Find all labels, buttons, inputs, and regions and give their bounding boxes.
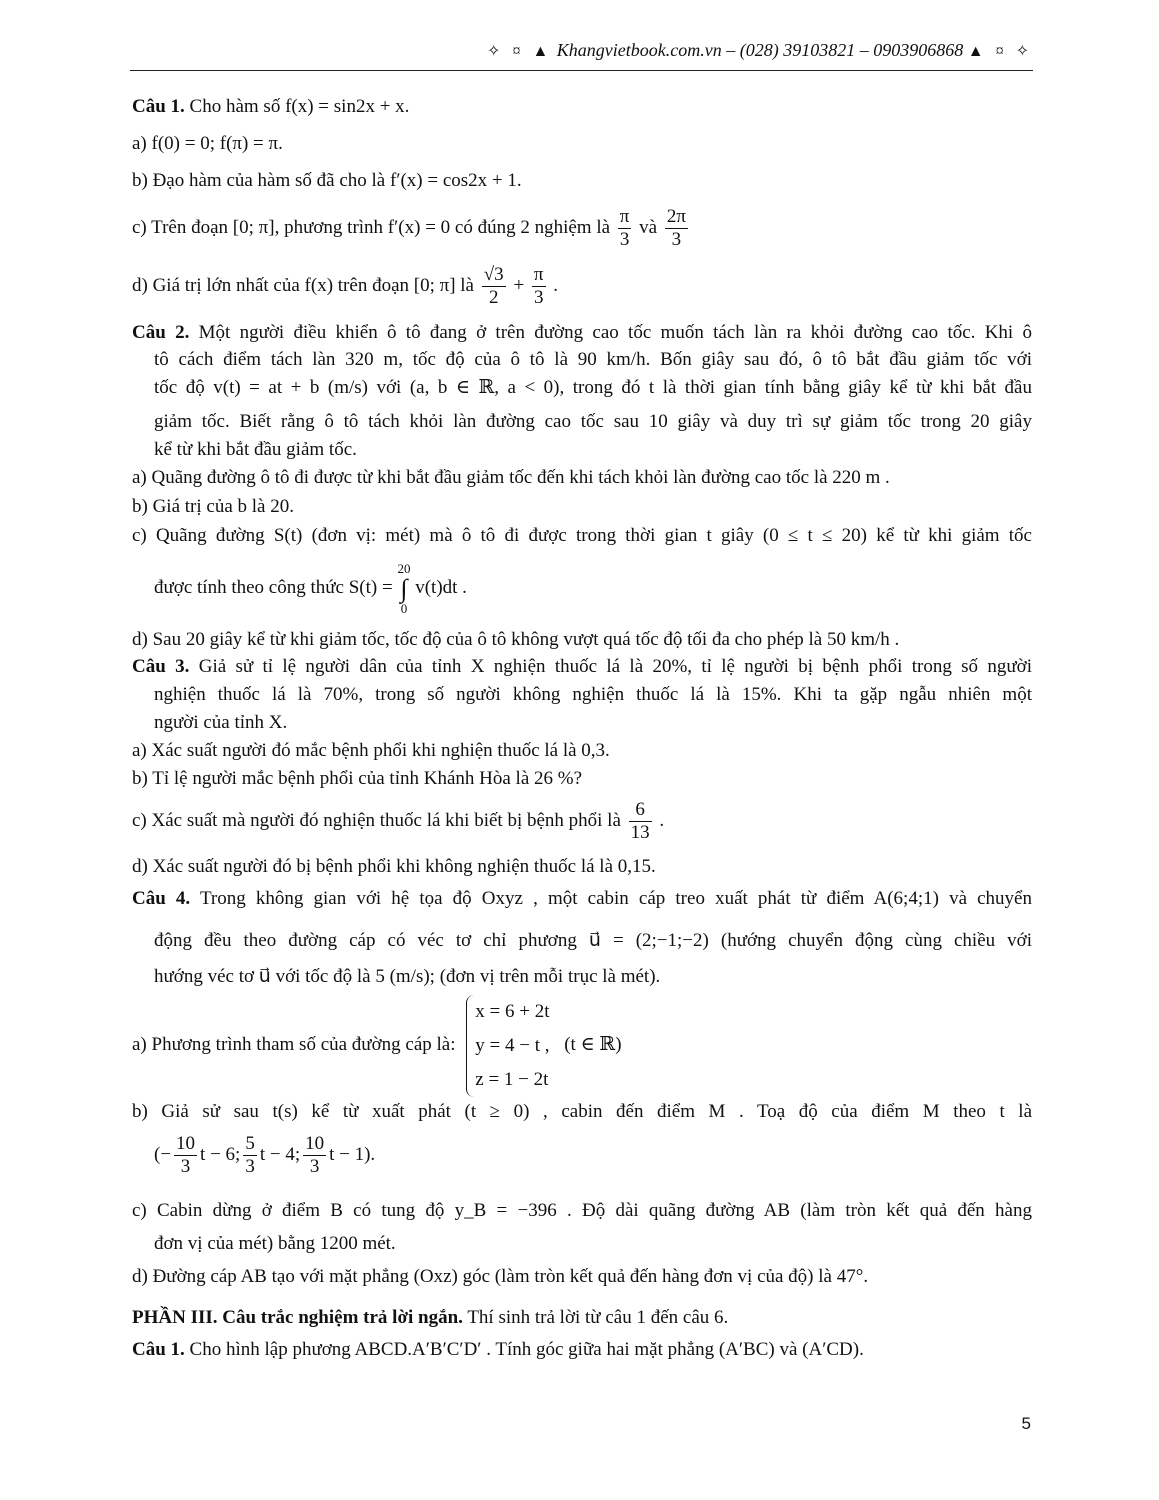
q4-a-condition: (t ∈ ℝ) [564, 1034, 622, 1055]
q4-label: Câu 4. [132, 888, 191, 909]
q1-d-fraction-1: $\frac{√3}{2}$ [483, 264, 504, 309]
q3-label: Câu 3. [132, 656, 190, 677]
q1-d-end: . [553, 275, 558, 296]
q3-line-2: nghiện thuốc lá là 70%, trong số người không nghiện thuốc lá là 15%. Khi ta gặp ngẫu nhiên một [154, 684, 1032, 705]
q2-c-formula-text: được tính theo công thức S(t) = [154, 577, 393, 598]
q1-d-plus: + [513, 275, 525, 296]
q2-option-c-line-2 [154, 558, 467, 618]
q1-c-fraction-1: $\frac{\pi}{3}$ [619, 206, 630, 251]
q4-b-term-2: t − 4; [259, 1144, 301, 1165]
p3-q1-text: Cho hình lập phương ABCD.A′B′C′D′ . Tính góc giữa hai mặt phẳng (A′BC) và (A′CD). [189, 1339, 864, 1360]
q3-c-text: c) Xác suất mà người đó nghiện thuốc lá khi biết bị bệnh phổi là [132, 810, 621, 831]
q4-option-d: d) Đường cáp AB tạo với mặt phẳng (Oxz) góc (làm tròn kết quả đến hàng đơn vị của độ) là 47°. [132, 1266, 869, 1287]
header-ornament-right: ▲ ¤ ✧ [967, 43, 1033, 60]
q2-line-1 [132, 320, 1032, 346]
part3-label: PHẦN III. Câu trắc nghiệm trả lời ngắn. [132, 1307, 463, 1328]
q3-option-b: b) Tỉ lệ người mắc bệnh phổi của tỉnh Khánh Hòa là 26 %? [132, 768, 583, 789]
system-y: y = 4 − t , [475, 1034, 550, 1056]
q1-stem [132, 94, 409, 120]
q3-option-a: a) Xác suất người đó mắc bệnh phổi khi nghiện thuốc lá là 0,3. [132, 740, 610, 761]
q4-b-fraction-1: $\frac{10}{3}$ [176, 1133, 196, 1178]
q2-option-d: d) Sau 20 giây kể từ khi giảm tốc, tốc độ của ô tô không vượt quá tốc độ tối đa cho phép là 50 km/h . [132, 629, 900, 650]
q4-b-term-3: t − 1). [329, 1144, 376, 1165]
q4-line-2: động đều theo đường cáp có véc tơ chỉ phương u⃗ = (2;−1;−2) (hướng chuyển động cùng chiều với [154, 930, 1032, 951]
q3-option-d: d) Xác suất người đó bị bệnh phổi khi không nghiện thuốc lá là 0,15. [132, 856, 656, 877]
q2-line-4: giảm tốc. Biết rằng ô tô tách khỏi làn đường cao tốc sau 10 giây và duy trì sự giảm tốc trong 20 giây [154, 411, 1032, 432]
q3-text-1: Giả sử tỉ lệ người dân của tỉnh X nghiện thuốc lá là 20%, tỉ lệ người bị bệnh phổi trong số người [198, 656, 1033, 677]
p3-q1-label: Câu 1. [132, 1339, 185, 1360]
q2-text-1: Một người điều khiển ô tô đang ở trên đường cao tốc muốn tách làn ra khỏi đường cao tốc. Khi ô [198, 322, 1032, 343]
q4-b-fraction-2: $\frac{5}{3}$ [245, 1133, 255, 1178]
q4-option-c-line-1: c) Cabin dừng ở điểm B có tung độ y_B = −396 . Độ dài quãng đường AB (làm tròn kết quả đến hàng [132, 1200, 1032, 1221]
q2-c-integrand: v(t)dt . [415, 577, 467, 598]
q2-line-2: tô cách điểm tách làn 320 m, tốc độ của ô tô là 90 km/h. Bốn giây sau đó, ô tô bắt đầu giảm tốc với [154, 349, 1032, 370]
q4-b-fraction-3: $\frac{10}{3}$ [305, 1133, 325, 1178]
q3-line-1 [132, 654, 1032, 680]
header-text: Khangvietbook.com.vn – (028) 39103821 – 0903906868 [556, 40, 964, 60]
q1-option-c [132, 206, 691, 251]
q4-a-text: a) Phương trình tham số của đường cáp là: [132, 1034, 456, 1055]
q1-d-fraction-2: $\frac{\pi}{3}$ [533, 264, 544, 309]
q1-c-fraction-2: $\frac{2\pi}{3}$ [666, 206, 686, 251]
q1-d-text: d) Giá trị lớn nhất của f(x) trên đoạn [0; π] là [132, 275, 474, 296]
q2-label: Câu 2. [132, 322, 190, 343]
page-number: 5 [1021, 1414, 1031, 1433]
q4-b-open: (− [154, 1144, 172, 1165]
q4-text-1: Trong không gian với hệ tọa độ Oxyz , một cabin cáp treo xuất phát từ điểm A(6;4;1) và chuyển [199, 888, 1032, 909]
p3-q1 [132, 1337, 864, 1363]
q1-stem-text: Cho hàm số f(x) = sin2x + x. [189, 96, 410, 117]
header-ornament-left: ✧ ¤ ▲ [487, 43, 553, 60]
q4-option-c-line-2: đơn vị của mét) bằng 1200 mét. [154, 1233, 396, 1254]
q4-line-3: hướng véc tơ u⃗ với tốc độ là 5 (m/s); (đơn vị trên mỗi trục là mét). [154, 966, 661, 987]
q1-c-and: và [639, 217, 658, 238]
q2-option-c-line-1: c) Quãng đường S(t) (đơn vị: mét) mà ô tô đi được trong thời gian t giây (0 ≤ t ≤ 20) kể từ khi giảm tốc [132, 525, 1032, 546]
system-x: x = 6 + 2t [475, 1000, 550, 1022]
q1-option-b: b) Đạo hàm của hàm số đã cho là f′(x) = cos2x + 1. [132, 170, 522, 191]
q3-c-end: . [659, 810, 665, 831]
system-z: z = 1 − 2t [475, 1068, 549, 1090]
q1-option-d [132, 264, 558, 309]
q4-option-b-line-1: b) Giả sử sau t(s) kể từ xuất phát (t ≥ 0) , cabin đến điểm M . Toạ độ của điểm M theo t là [132, 1101, 1032, 1122]
part3-instructions: Thí sinh trả lời từ câu 1 đến câu 6. [467, 1307, 729, 1328]
q4-b-term-1: t − 6; [200, 1144, 241, 1165]
q4-option-b-line-2 [154, 1130, 375, 1180]
q4-option-a [132, 994, 622, 1097]
q1-option-a: a) f(0) = 0; f(π) = π. [132, 133, 283, 154]
integral-sign: 20 ∫ 0 [397, 560, 411, 616]
q3-option-c [132, 798, 664, 844]
q1-c-text: c) Trên đoạn [0; π], phương trình f′(x) = 0 có đúng 2 nghiệm là [132, 217, 611, 238]
q2-option-b: b) Giá trị của b là 20. [132, 496, 294, 517]
q4-line-1 [132, 886, 1032, 912]
q1-label: Câu 1. [132, 96, 185, 117]
q3-line-3: người của tỉnh X. [154, 712, 288, 733]
q3-c-fraction: $\frac{6}{13}$ [630, 799, 650, 844]
q2-option-a: a) Quãng đường ô tô đi được từ khi bắt đầu giảm tốc đến khi tách khỏi làn đường cao tốc là 220 m . [132, 467, 890, 488]
page-header [130, 40, 1033, 71]
q2-line-5: kể từ khi bắt đầu giảm tốc. [154, 439, 357, 460]
parametric-system [466, 995, 549, 1097]
part3-heading [132, 1305, 728, 1331]
q2-line-3: tốc độ v(t) = at + b (m/s) với (a, b ∈ ℝ, a < 0), trong đó t là thời gian tính bằng giây kể từ khi bắt đầu [154, 377, 1032, 398]
